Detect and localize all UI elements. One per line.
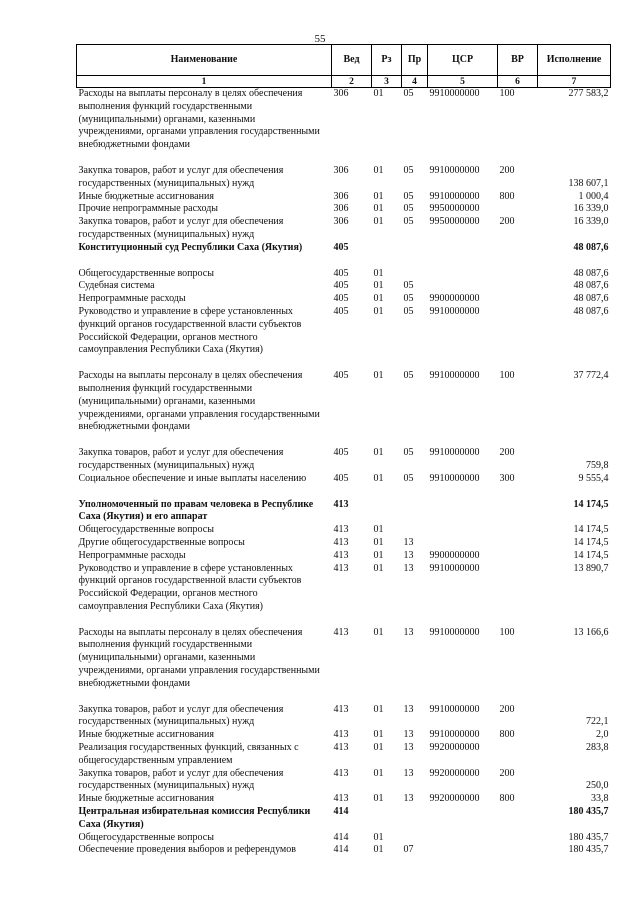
row-ved: 405 [333, 267, 349, 279]
row-csr: 9920000000 [429, 742, 480, 754]
row-rz: 01 [373, 767, 384, 779]
row-vr [498, 524, 538, 537]
table-row [77, 203, 611, 216]
row-vr: 800 [499, 729, 515, 741]
row-amount: 16 339,0 [573, 216, 609, 228]
row-amount: 722,1 [586, 716, 609, 728]
row-csr: 9910000000 [429, 703, 480, 715]
row-amount: 1 000,4 [578, 190, 609, 202]
header-number: 6 [498, 76, 538, 88]
row-name: Закупка товаров, работ и услуг для обеспечения государственных (муниципальных) нужд [78, 447, 284, 471]
row-vr: 100 [499, 626, 515, 638]
table-row-section [77, 242, 611, 255]
table-row [77, 627, 611, 691]
row-pr: 13 [403, 742, 414, 754]
row-rz: 01 [373, 305, 384, 317]
table-row [77, 832, 611, 845]
table-row [77, 370, 611, 434]
header-vr: ВР [498, 45, 538, 76]
header-rz: Рз [372, 45, 402, 76]
table-row [77, 768, 611, 794]
row-ved: 413 [333, 626, 349, 638]
row-rz: 01 [373, 203, 384, 215]
row-pr: 05 [403, 88, 414, 99]
row-amount: 14 174,5 [573, 536, 609, 548]
row-ved: 413 [333, 549, 349, 561]
row-name: Руководство и управление в сфере установленных функций органов государственной власти субъектов Российской Федерации, органов местного самоуправления Республики Саха (Якутия) [78, 562, 302, 612]
row-vr [498, 537, 538, 550]
row-pr [402, 268, 428, 281]
row-ved: 414 [333, 844, 349, 856]
row-rz: 01 [373, 742, 384, 754]
row-vr: 200 [499, 767, 515, 779]
row-rz: 01 [373, 549, 384, 561]
row-vr [498, 563, 538, 614]
row-pr: 13 [403, 549, 414, 561]
row-amount: 14 174,5 [573, 549, 609, 561]
row-ved: 306 [333, 216, 349, 228]
row-pr: 13 [403, 703, 414, 715]
row-ved: 306 [333, 88, 349, 99]
row-ved: 405 [333, 370, 349, 382]
row-rz: 01 [373, 703, 384, 715]
row-vr: 800 [499, 793, 515, 805]
row-csr: 9910000000 [429, 305, 480, 317]
row-vr: 100 [499, 88, 515, 99]
row-vr [498, 268, 538, 281]
row-pr [402, 499, 428, 525]
table-row [77, 293, 611, 306]
row-vr: 200 [499, 164, 515, 176]
row-csr [428, 537, 498, 550]
row-name: Расходы на выплаты персоналу в целях обеспечения выполнения функций государственными (муниципальными) органами, казенными учреждениями, органами управления государственными внебюджетными фондами [78, 88, 320, 151]
row-amount: 180 435,7 [568, 844, 609, 856]
row-rz: 01 [373, 793, 384, 805]
row-csr [428, 832, 498, 845]
row-pr: 13 [403, 767, 414, 779]
row-pr: 13 [403, 536, 414, 548]
row-vr [498, 806, 538, 832]
row-ved: 306 [333, 190, 349, 202]
row-name: Общегосударственные вопросы [78, 524, 214, 536]
header-row [77, 45, 611, 76]
row-vr [498, 306, 538, 357]
table-row [77, 742, 611, 768]
row-csr: 9910000000 [429, 626, 480, 638]
row-amount: 48 087,6 [573, 293, 609, 305]
row-name: Непрограммные расходы [78, 549, 186, 561]
row-amount: 13 166,6 [573, 626, 609, 638]
row-pr: 05 [403, 472, 414, 484]
row-csr [428, 499, 498, 525]
row-pr: 13 [403, 626, 414, 638]
row-rz [372, 806, 402, 832]
row-vr [498, 550, 538, 563]
row-csr: 9950000000 [429, 203, 480, 215]
row-rz [372, 242, 402, 255]
table-row [77, 550, 611, 563]
header-pr: Пр [402, 45, 428, 76]
row-amount: 48 087,6 [573, 267, 609, 279]
row-csr: 9910000000 [429, 472, 480, 484]
header-name: Наименование [77, 45, 332, 76]
table-row [77, 165, 611, 191]
row-ved: 306 [333, 164, 349, 176]
row-name: Реализация государственных функций, связанных с общегосударственным управлением [78, 742, 299, 766]
row-pr: 05 [403, 293, 414, 305]
row-amount: 48 087,6 [573, 305, 609, 317]
row-rz: 01 [373, 536, 384, 548]
row-vr: 200 [499, 703, 515, 715]
row-amount: 277 583,2 [568, 88, 609, 99]
row-pr: 05 [403, 164, 414, 176]
row-csr: 9910000000 [429, 729, 480, 741]
row-pr [402, 242, 428, 255]
row-name: Центральная избирательная комиссия Республики Саха (Якутия) [78, 806, 311, 830]
row-ved: 413 [333, 703, 349, 715]
row-name: Руководство и управление в сфере установленных функций органов государственной власти субъектов Российской Федерации, органов местного самоуправления Республики Саха (Якутия) [78, 305, 302, 356]
row-vr [498, 499, 538, 525]
row-name: Иные бюджетные ассигнования [78, 729, 214, 741]
row-pr: 05 [403, 447, 414, 459]
table-row-section [77, 806, 611, 832]
row-ved: 306 [333, 203, 349, 215]
table-row [77, 191, 611, 204]
row-rz [372, 499, 402, 525]
row-pr [402, 524, 428, 537]
header-ved: Вед [332, 45, 372, 76]
row-rz: 01 [373, 370, 384, 382]
row-vr [498, 242, 538, 255]
header-number: 3 [372, 76, 402, 88]
row-csr: 9910000000 [429, 562, 480, 574]
header-number: 2 [332, 76, 372, 88]
budget-table [76, 44, 611, 857]
row-vr [498, 203, 538, 216]
row-amount: 16 339,0 [573, 203, 609, 215]
header-number: 4 [402, 76, 428, 88]
row-vr: 200 [499, 216, 515, 228]
row-csr [428, 280, 498, 293]
row-ved: 413 [333, 498, 349, 510]
table-row [77, 447, 611, 473]
row-name: Социальное обеспечение и иные выплаты населению [78, 472, 307, 484]
table-row [77, 280, 611, 293]
row-ved: 414 [333, 806, 349, 818]
row-rz: 01 [373, 729, 384, 741]
row-csr: 9900000000 [429, 549, 480, 561]
row-rz: 01 [373, 472, 384, 484]
row-amount: 9 555,4 [578, 472, 609, 484]
row-pr: 07 [403, 844, 414, 856]
table-row [77, 216, 611, 242]
row-name: Иные бюджетные ассигнования [78, 793, 214, 805]
row-ved: 405 [333, 293, 349, 305]
header-number-row [77, 76, 611, 88]
row-pr: 05 [403, 216, 414, 228]
row-amount: 759,8 [586, 459, 609, 471]
row-ved: 405 [333, 280, 349, 292]
row-name: Закупка товаров, работ и услуг для обеспечения государственных (муниципальных) нужд [78, 164, 284, 189]
row-pr: 13 [403, 793, 414, 805]
row-amount: 48 087,6 [573, 241, 609, 253]
row-rz: 01 [373, 562, 384, 574]
row-amount: 180 435,7 [568, 831, 609, 843]
row-name: Закупка товаров, работ и услуг для обеспечения государственных (муниципальных) нужд [78, 216, 284, 240]
row-vr: 100 [499, 370, 515, 382]
row-csr: 9910000000 [429, 370, 480, 382]
header-number: 5 [428, 76, 498, 88]
table-row [77, 268, 611, 281]
row-csr: 9900000000 [429, 293, 480, 305]
table-row-section [77, 499, 611, 525]
row-amount: 283,8 [586, 742, 609, 754]
row-rz: 01 [373, 447, 384, 459]
header-number: 7 [538, 76, 611, 88]
row-csr: 9910000000 [429, 164, 480, 176]
row-name: Расходы на выплаты персоналу в целях обеспечения выполнения функций государственными (муниципальными) органами, казенными учреждениями, органами управления государственными внебюджетными фондами [78, 370, 320, 433]
row-vr [498, 844, 538, 857]
row-ved: 413 [333, 793, 349, 805]
row-rz: 01 [373, 831, 384, 843]
row-csr [428, 806, 498, 832]
row-pr: 05 [403, 190, 414, 202]
row-ved: 413 [333, 742, 349, 754]
row-pr: 05 [403, 280, 414, 292]
page-number: 55 [314, 33, 326, 45]
table-row [77, 563, 611, 614]
table-row [77, 88, 611, 152]
row-csr [428, 242, 498, 255]
row-name: Общегосударственные вопросы [78, 267, 214, 279]
table-row [77, 729, 611, 742]
row-pr: 13 [403, 729, 414, 741]
row-rz: 01 [373, 524, 384, 536]
row-vr: 200 [499, 447, 515, 459]
row-ved: 413 [333, 524, 349, 536]
table-row [77, 524, 611, 537]
row-ved: 413 [333, 536, 349, 548]
row-pr: 05 [403, 305, 414, 317]
row-name: Закупка товаров, работ и услуг для обеспечения государственных (муниципальных) нужд [78, 703, 284, 728]
row-pr: 13 [403, 562, 414, 574]
row-name: Уполномоченный по правам человека в Республике Саха (Якутия) и его аппарат [78, 498, 314, 523]
row-csr: 9950000000 [429, 216, 480, 228]
table-row [77, 793, 611, 806]
row-amount: 37 772,4 [573, 370, 609, 382]
row-pr [402, 806, 428, 832]
row-vr [498, 293, 538, 306]
row-vr [498, 742, 538, 768]
row-csr: 9920000000 [429, 793, 480, 805]
row-name: Иные бюджетные ассигнования [78, 190, 214, 202]
row-csr [428, 524, 498, 537]
row-pr: 05 [403, 370, 414, 382]
row-name: Обеспечение проведения выборов и референдумов [78, 844, 296, 856]
row-amount: 180 435,7 [568, 806, 609, 818]
row-ved: 405 [333, 472, 349, 484]
row-ved: 413 [333, 767, 349, 779]
row-rz: 01 [373, 267, 384, 279]
table-row [77, 704, 611, 730]
row-ved: 405 [333, 305, 349, 317]
row-ved: 413 [333, 562, 349, 574]
row-amount: 48 087,6 [573, 280, 609, 292]
row-vr [498, 280, 538, 293]
row-csr: 9920000000 [429, 767, 480, 779]
row-ved: 413 [333, 729, 349, 741]
row-name: Судебная система [78, 280, 155, 292]
row-name: Конституционный суд Республики Саха (Якутия) [78, 241, 303, 253]
row-name: Расходы на выплаты персоналу в целях обеспечения выполнения функций государственными (муниципальными) органами, казенными учреждениями, органами управления государственными внебюджетными фондами [78, 626, 320, 689]
row-rz: 01 [373, 88, 384, 99]
header-csr: ЦСР [428, 45, 498, 76]
table-row [77, 473, 611, 486]
row-ved: 405 [333, 241, 349, 253]
row-amount: 14 174,5 [573, 498, 609, 510]
row-name: Другие общегосударственные вопросы [78, 536, 245, 548]
row-vr: 800 [499, 190, 515, 202]
row-csr: 9910000000 [429, 190, 480, 202]
row-rz: 01 [373, 844, 384, 856]
row-name: Закупка товаров, работ и услуг для обеспечения государственных (муниципальных) нужд [78, 767, 284, 792]
row-csr [428, 844, 498, 857]
row-amount: 2,0 [596, 729, 609, 741]
row-ved: 405 [333, 447, 349, 459]
row-amount: 13 890,7 [573, 562, 609, 574]
row-rz: 01 [373, 280, 384, 292]
table-row [77, 844, 611, 857]
row-amount: 138 607,1 [568, 177, 609, 189]
row-rz: 01 [373, 164, 384, 176]
header-exec: Исполнение [538, 45, 611, 76]
header-number: 1 [77, 76, 332, 88]
row-name: Прочие непрограммные расходы [78, 203, 219, 215]
row-csr [428, 268, 498, 281]
row-csr: 9910000000 [429, 447, 480, 459]
table-row [77, 537, 611, 550]
row-rz: 01 [373, 293, 384, 305]
table-row [77, 306, 611, 357]
row-rz: 01 [373, 190, 384, 202]
row-rz: 01 [373, 626, 384, 638]
row-amount: 14 174,5 [573, 524, 609, 536]
row-ved: 414 [333, 831, 349, 843]
row-rz: 01 [373, 216, 384, 228]
row-csr: 9910000000 [429, 88, 480, 99]
row-amount: 250,0 [586, 780, 609, 792]
row-name: Непрограммные расходы [78, 293, 186, 305]
row-vr [498, 832, 538, 845]
row-vr: 300 [499, 472, 515, 484]
row-pr: 05 [403, 203, 414, 215]
row-name: Общегосударственные вопросы [78, 831, 214, 843]
row-pr [402, 832, 428, 845]
row-amount: 33,8 [591, 793, 609, 805]
